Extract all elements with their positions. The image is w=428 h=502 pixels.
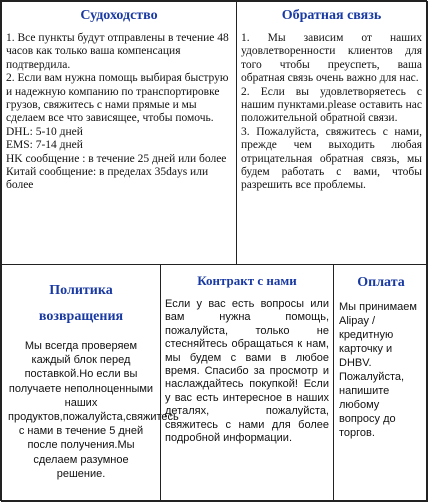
shipping-body bbox=[6, 32, 232, 193]
feedback-line: 3. Пожалуйста, свяжитесь с нами, прежде чем выходить любая отрицательная обратная связь, мы будем работать с вами, чтобы разрешить все проблемы. bbox=[241, 125, 422, 192]
shipping-line: 2. Если вам нужна помощь выбирая быструю и надежную компанию по транспортировке грузов, свяжитесь с нами прямые и мы сделаем все что зависящее, чтобы помочь. bbox=[6, 72, 229, 125]
feedback-line: 1. Мы зависим от наших удовлетворенности клиентов для того чтобы преуспеть, ваша обратная связь очень важно для нас. bbox=[241, 32, 422, 85]
shipping-section bbox=[1, 1, 237, 265]
returns-title-line2: возвращения bbox=[38, 309, 124, 324]
shipping-line: HK сообщение : в течение 25 дней или более bbox=[6, 152, 227, 165]
returns-title: Политика bbox=[49, 283, 113, 298]
contact-title: Контракт с нами bbox=[197, 273, 297, 288]
returns-body: Мы всегда проверяем каждый блок перед поставкой.Но если вы получаете неполноценными наших продуктов,пожалуйста,свяжитесь с нами в течение 5 дней после получения.Мы сделаем разумное решение. bbox=[8, 340, 179, 480]
payment-title: Оплата bbox=[357, 275, 405, 290]
payment-body: Мы принимаем Alipay / кредитную карточку и DHBV. Пожалуйста, напишите любому вопросу до торгов. bbox=[339, 301, 417, 439]
shipping-line: Китай сообщение: в пределах 35days или более bbox=[6, 166, 209, 192]
contact-section bbox=[160, 264, 334, 502]
feedback-body bbox=[241, 32, 422, 193]
shipping-line: EMS: 7-14 дней bbox=[6, 139, 83, 152]
feedback-line: 2. Если вы удовлетворяетесь с нашим пунктами.please оставить нас положительной обратной связи. bbox=[241, 85, 422, 125]
feedback-section bbox=[236, 1, 428, 265]
shipping-title: Судоходство bbox=[80, 8, 158, 23]
shipping-line: DHL: 5-10 дней bbox=[6, 125, 83, 138]
contact-body: Если у вас есть вопросы или вам нужна помощь, пожалуйста, только не стесняйтесь обращаться к нам, мы будем с вами в любое время. Спасибо за просмотр и наслаждайтесь покупкой! Если у вас есть интересное в наших деталях, пожалуйста, свяжитесь с нами для более подробной информации. bbox=[165, 298, 329, 445]
shipping-line: 1. Все пункты будут отправлены в течение 48 часов как только ваша компенсация подтвердила. bbox=[6, 32, 229, 71]
returns-section bbox=[1, 264, 179, 502]
feedback-title: Обратная связь bbox=[281, 8, 382, 23]
payment-section bbox=[333, 264, 428, 502]
